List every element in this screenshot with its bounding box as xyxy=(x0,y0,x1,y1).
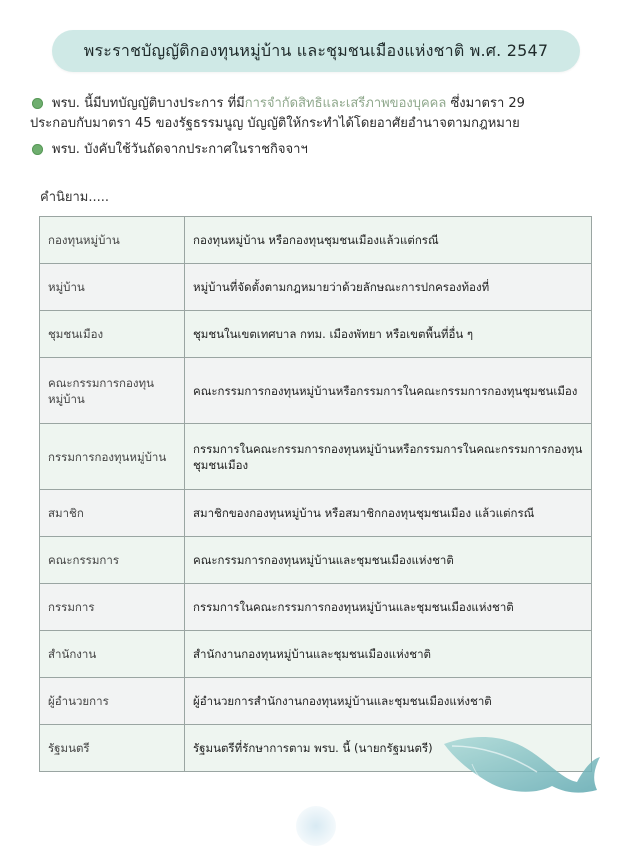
definition-cell: คณะกรรมการกองทุนหมู่บ้านหรือกรรมการในคณะกรรมการกองทุนชุมชนเมือง xyxy=(185,358,592,424)
definition-cell: รัฐมนตรีที่รักษาการตาม พรบ. นี้ (นายกรัฐมนตรี) xyxy=(185,725,592,772)
water-splash-decoration xyxy=(296,806,336,846)
bullet-text-continuation: ประกอบกับมาตรา 45 ของรัฐธรรมนูญ บัญญัติให้กระทำได้โดยอาศัยอำนาจตามกฎหมาย xyxy=(30,116,520,131)
term-cell: รัฐมนตรี xyxy=(40,725,185,772)
term-cell: หมู่บ้าน xyxy=(40,264,185,311)
bullet-text-highlight: การจำกัดสิทธิและเสรีภาพของบุคคล xyxy=(244,96,447,111)
definition-cell: กรรมการในคณะกรรมการกองทุนหมู่บ้านและชุมชนเมืองแห่งชาติ xyxy=(185,584,592,631)
definition-cell: สำนักงานกองทุนหมู่บ้านและชุมชนเมืองแห่งชาติ xyxy=(185,631,592,678)
definitions-label: คำนิยาม..... xyxy=(40,190,110,205)
term-cell: สมาชิก xyxy=(40,490,185,537)
definitions-table xyxy=(39,216,592,772)
bullet-text-pre: พรบ. นี้มีบทบัญญัติบางประการ ที่มี xyxy=(52,96,245,111)
title-banner xyxy=(52,30,580,72)
table-row xyxy=(40,311,592,358)
table-row xyxy=(40,424,592,490)
definition-cell: กองทุนหมู่บ้าน หรือกองทุนชุมชนเมืองแล้วแต่กรณี xyxy=(185,217,592,264)
definition-cell: คณะกรรมการกองทุนหมู่บ้านและชุมชนเมืองแห่งชาติ xyxy=(185,537,592,584)
table-row xyxy=(40,490,592,537)
definition-cell: กรรมการในคณะกรรมการกองทุนหมู่บ้านหรือกรรมการในคณะกรรมการกองทุนชุมชนเมือง xyxy=(185,424,592,490)
table-row xyxy=(40,217,592,264)
whale-illustration-icon xyxy=(442,724,602,804)
bullet-text-pre: พรบ. บังคับใช้วันถัดจากประกาศในราชกิจจาฯ xyxy=(52,142,308,157)
table-row xyxy=(40,358,592,424)
table-row xyxy=(40,537,592,584)
term-cell: ชุมชนเมือง xyxy=(40,311,185,358)
term-cell: กรรมการกองทุนหมู่บ้าน xyxy=(40,424,185,490)
table-row xyxy=(40,631,592,678)
intro-bullets xyxy=(30,94,620,166)
green-circle-bullet-icon xyxy=(32,144,43,155)
table-row xyxy=(40,264,592,311)
bullet-text-post: ซึ่งมาตรา 29 xyxy=(446,96,525,111)
term-cell: คณะกรรมการ xyxy=(40,537,185,584)
bullet-item xyxy=(30,140,620,160)
term-cell: สำนักงาน xyxy=(40,631,185,678)
table-row xyxy=(40,584,592,631)
term-cell: คณะกรรมการกองทุนหมู่บ้าน xyxy=(40,358,185,424)
term-cell: กองทุนหมู่บ้าน xyxy=(40,217,185,264)
definition-cell: หมู่บ้านที่จัดตั้งตามกฎหมายว่าด้วยลักษณะการปกครองท้องที่ xyxy=(185,264,592,311)
table-row xyxy=(40,678,592,725)
term-cell: ผู้อำนวยการ xyxy=(40,678,185,725)
page-title: พระราชบัญญัติกองทุนหมู่บ้าน และชุมชนเมืองแห่งชาติ พ.ศ. 2547 xyxy=(83,40,549,60)
green-circle-bullet-icon xyxy=(32,98,43,109)
bullet-item xyxy=(30,94,620,134)
definition-cell: ชุมชนในเขตเทศบาล กทม. เมืองพัทยา หรือเขตพื้นที่อื่น ๆ xyxy=(185,311,592,358)
term-cell: กรรมการ xyxy=(40,584,185,631)
definition-cell: สมาชิกของกองทุนหมู่บ้าน หรือสมาชิกกองทุนชุมชนเมือง แล้วแต่กรณี xyxy=(185,490,592,537)
definition-cell: ผู้อำนวยการสำนักงานกองทุนหมู่บ้านและชุมชนเมืองแห่งชาติ xyxy=(185,678,592,725)
